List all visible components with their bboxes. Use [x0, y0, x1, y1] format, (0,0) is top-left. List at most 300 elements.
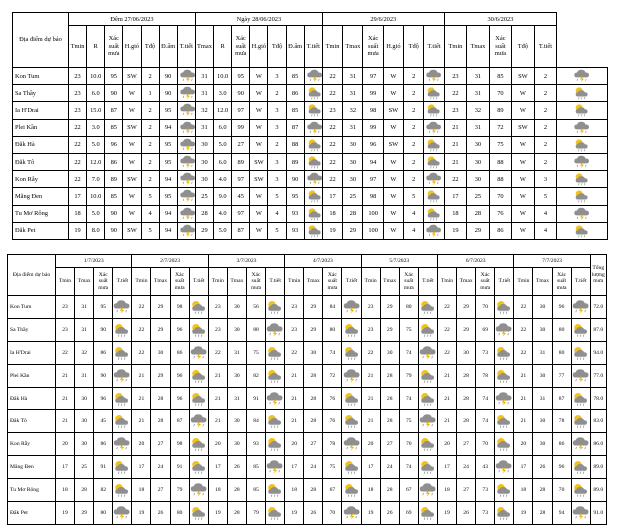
data-cell: 29	[304, 318, 323, 341]
thunderstorm-icon	[266, 322, 284, 338]
data-cell: 2	[534, 136, 557, 153]
data-cell: 18	[444, 205, 467, 222]
data-cell: 32	[195, 102, 213, 119]
data-cell: 23	[69, 102, 87, 119]
data-cell: 85	[246, 456, 265, 479]
sun-cloud-rain-icon	[419, 368, 437, 384]
weather-cell	[189, 341, 208, 364]
data-cell: 27	[232, 136, 250, 153]
sun-cloud-rain-icon	[190, 299, 208, 315]
weather-cell	[113, 479, 132, 502]
location-name: Sa Thầy	[8, 318, 56, 341]
data-cell: 19	[208, 502, 227, 525]
data-cell: SW	[383, 136, 403, 153]
data-cell: 28	[380, 479, 399, 502]
weather-cell	[304, 68, 322, 85]
location-name: Măng Đen	[13, 188, 69, 205]
table-row	[13, 85, 608, 102]
thunderstorm-icon	[178, 86, 196, 100]
location-header: Địa điểm dự báo	[8, 255, 56, 296]
thunderstorm-icon	[572, 121, 592, 135]
weather-cell	[189, 502, 208, 525]
column-header: Xác suất mưa	[323, 268, 342, 296]
data-cell: 75	[489, 136, 512, 153]
thunderstorm-icon	[113, 299, 131, 315]
data-cell: 69	[399, 502, 418, 525]
thunderstorm-icon	[419, 482, 437, 498]
data-cell: 91	[170, 456, 189, 479]
table-row	[13, 153, 608, 170]
thunderstorm-icon	[572, 69, 592, 83]
total-rain-cell: 77.0	[590, 364, 606, 387]
data-cell: 100	[363, 205, 383, 222]
data-cell: 22	[322, 119, 342, 136]
weather-cell	[342, 456, 361, 479]
data-cell: 22	[437, 296, 456, 319]
thunderstorm-icon	[572, 155, 592, 169]
group-header: Ngày 28/06/2023	[195, 13, 322, 26]
sun-cloud-rain-icon	[305, 103, 323, 117]
data-cell: 70	[476, 296, 495, 319]
column-header: Tmin	[444, 26, 467, 68]
data-cell: 30	[151, 341, 170, 364]
data-cell: 96	[552, 456, 571, 479]
data-cell: 2	[141, 68, 159, 85]
thunderstorm-icon	[178, 207, 196, 221]
data-cell: 6.0	[214, 153, 232, 170]
sun-cloud-rain-icon	[190, 322, 208, 338]
thunderstorm-icon	[343, 505, 361, 521]
thunderstorm-icon	[495, 322, 513, 338]
weather-cell	[424, 85, 444, 102]
data-cell: 22	[285, 341, 304, 364]
data-cell: 2	[404, 102, 424, 119]
location-name: Tu Mơ Rông	[8, 479, 56, 502]
data-cell: 76	[489, 205, 512, 222]
data-cell: W	[250, 188, 268, 205]
sun-cloud-rain-icon	[419, 299, 437, 315]
weather-cell	[189, 410, 208, 433]
data-cell: 21	[514, 410, 533, 433]
data-cell: 23	[285, 296, 304, 319]
data-cell: 91	[246, 387, 265, 410]
weather-cell	[113, 456, 132, 479]
data-cell: 2	[534, 68, 557, 85]
sun-cloud-rain-icon	[113, 482, 131, 498]
data-cell: 28	[304, 410, 323, 433]
data-cell: 30	[533, 318, 552, 341]
data-cell: W	[383, 153, 403, 170]
data-cell: 90	[105, 222, 123, 239]
data-cell: 85	[489, 68, 512, 85]
data-cell: 80	[323, 318, 342, 341]
weather-cell	[113, 318, 132, 341]
weather-cell	[424, 153, 444, 170]
data-cell: 10.0	[87, 188, 105, 205]
thunderstorm-icon	[266, 459, 284, 475]
data-cell: 97	[363, 171, 383, 188]
weather-cell	[342, 364, 361, 387]
data-cell: 30	[195, 153, 213, 170]
group-header: 29/6/2023	[322, 13, 444, 26]
data-cell: 30	[343, 136, 363, 153]
location-name: Kon Tum	[13, 68, 69, 85]
data-cell: 74	[399, 456, 418, 479]
data-cell: 84	[246, 410, 265, 433]
sun-cloud-rain-icon	[419, 436, 437, 452]
data-cell: 87	[232, 222, 250, 239]
data-cell: 78	[476, 364, 495, 387]
data-cell: 21	[132, 387, 151, 410]
data-cell: 20	[132, 433, 151, 456]
data-cell: 23	[361, 296, 380, 319]
data-cell: 31	[533, 387, 552, 410]
data-cell: SW	[512, 119, 535, 136]
data-cell: 23	[69, 85, 87, 102]
data-cell: 22	[322, 153, 342, 170]
data-cell: SW	[383, 102, 403, 119]
data-cell: 29	[304, 296, 323, 319]
weather-cell	[266, 502, 285, 525]
data-cell: 87	[105, 102, 123, 119]
data-cell: 28	[380, 364, 399, 387]
data-cell: 21	[208, 410, 227, 433]
data-cell: 6.0	[214, 119, 232, 136]
thunderstorm-icon	[113, 368, 131, 384]
data-cell: 96	[170, 387, 189, 410]
data-cell: 3	[268, 68, 286, 85]
data-cell: W	[512, 222, 535, 239]
data-cell: 79	[170, 479, 189, 502]
data-cell: 94	[159, 205, 177, 222]
data-cell: 70	[476, 433, 495, 456]
data-cell: 85	[105, 188, 123, 205]
table-row	[13, 205, 608, 222]
weather-cell	[177, 205, 195, 222]
weather-cell	[189, 479, 208, 502]
thunderstorm-icon	[495, 459, 513, 475]
data-cell: 18	[132, 479, 151, 502]
sun-cloud-rain-icon	[419, 459, 437, 475]
data-cell: 2	[141, 171, 159, 188]
data-cell: 28	[304, 364, 323, 387]
data-cell: 84	[323, 296, 342, 319]
data-cell: 24	[151, 456, 170, 479]
data-cell: 18	[322, 205, 342, 222]
data-cell: 30	[75, 410, 94, 433]
data-cell: 28	[227, 479, 246, 502]
weather-cell	[177, 222, 195, 239]
data-cell: 93	[286, 222, 304, 239]
data-cell: 96	[363, 136, 383, 153]
thunderstorm-icon	[305, 172, 323, 186]
data-cell: 21	[437, 364, 456, 387]
data-cell: 28	[151, 410, 170, 433]
data-cell: W	[250, 102, 268, 119]
weather-cell	[418, 387, 437, 410]
sun-cloud-rain-icon	[266, 368, 284, 384]
data-cell: 17	[444, 188, 467, 205]
data-cell: 21	[56, 364, 75, 387]
data-cell: 2	[534, 119, 557, 136]
data-cell: 28	[457, 387, 476, 410]
data-cell: W	[250, 119, 268, 136]
data-cell: 29	[151, 296, 170, 319]
sun-cloud-rain-icon	[495, 299, 513, 315]
group-header: Đêm 27/06/2023	[69, 13, 196, 26]
data-cell: 79	[246, 502, 265, 525]
weather-cell	[266, 479, 285, 502]
data-cell: 21	[361, 410, 380, 433]
table-row	[8, 318, 607, 341]
location-name: Đăk Tô	[8, 410, 56, 433]
data-cell: 30	[227, 364, 246, 387]
data-cell: 88	[246, 318, 265, 341]
table-row	[13, 119, 608, 136]
weather-cell	[424, 205, 444, 222]
table-row	[13, 68, 608, 85]
sun-cloud-rain-icon	[343, 459, 361, 475]
data-cell: 98	[170, 433, 189, 456]
weather-cell	[177, 171, 195, 188]
data-cell: W	[383, 222, 403, 239]
data-cell: 31	[467, 85, 490, 102]
data-cell: W	[383, 68, 403, 85]
sun-cloud-rain-icon	[572, 391, 590, 407]
column-header: T.tiết	[424, 26, 444, 68]
data-cell: 94	[159, 119, 177, 136]
data-cell: 4.0	[214, 171, 232, 188]
sun-cloud-rain-icon	[424, 138, 444, 152]
data-cell: 31	[195, 85, 213, 102]
group-header: 30/6/2023	[444, 13, 557, 26]
data-cell: W	[512, 205, 535, 222]
weather-cell	[424, 171, 444, 188]
table-row	[8, 456, 607, 479]
data-cell: 87	[286, 119, 304, 136]
thunderstorm-icon	[178, 103, 196, 117]
thunderstorm-icon	[190, 345, 208, 361]
data-cell: 31	[227, 387, 246, 410]
data-cell: 29	[195, 222, 213, 239]
data-cell: 2	[404, 85, 424, 102]
data-cell: 22	[514, 296, 533, 319]
data-cell: 31	[343, 119, 363, 136]
data-cell: 17	[208, 456, 227, 479]
data-cell: 30	[227, 433, 246, 456]
weather-cell	[266, 364, 285, 387]
data-cell: 80	[94, 502, 113, 525]
data-cell: 2	[141, 136, 159, 153]
data-cell: 32	[467, 102, 490, 119]
column-header: H.gió	[250, 26, 268, 68]
weather-cell	[266, 387, 285, 410]
weather-cell	[177, 85, 195, 102]
sun-cloud-rain-icon	[190, 505, 208, 521]
data-cell: W	[383, 119, 403, 136]
weather-cell	[571, 318, 590, 341]
sun-cloud-rain-icon	[572, 103, 592, 117]
column-header: H.gió	[123, 26, 141, 68]
weather-cell	[495, 364, 514, 387]
data-cell: 32	[75, 341, 94, 364]
data-cell: 82	[246, 364, 265, 387]
data-cell: 22	[322, 68, 342, 85]
data-cell: 3	[268, 153, 286, 170]
data-cell: 31	[195, 68, 213, 85]
data-cell: W	[123, 205, 141, 222]
data-cell: 5.0	[214, 222, 232, 239]
thunderstorm-icon	[178, 155, 196, 169]
weather-cell	[189, 456, 208, 479]
weather-cell	[189, 387, 208, 410]
day-header: 2/7/2023	[132, 255, 208, 268]
sun-cloud-rain-icon	[190, 459, 208, 475]
data-cell: 2	[404, 171, 424, 188]
data-cell: 2	[534, 153, 557, 170]
data-cell: 28	[75, 479, 94, 502]
data-cell: 24	[304, 456, 323, 479]
day-header: 3/7/2023	[208, 255, 284, 268]
data-cell: 9.0	[214, 188, 232, 205]
data-cell: 25	[343, 188, 363, 205]
data-cell: 20	[285, 433, 304, 456]
data-cell: 98	[363, 188, 383, 205]
weather-cell	[418, 502, 437, 525]
location-name: Kon Rẫy	[8, 433, 56, 456]
data-cell: 22	[69, 136, 87, 153]
forecast-table-weekly	[7, 254, 607, 525]
sun-cloud-rain-icon	[190, 436, 208, 452]
day-header: 1/7/2023	[56, 255, 132, 268]
data-cell: 17	[132, 456, 151, 479]
data-cell: 22	[69, 153, 87, 170]
data-cell: 88	[286, 136, 304, 153]
data-cell: 30	[195, 171, 213, 188]
data-cell: W	[383, 171, 403, 188]
weather-cell	[424, 119, 444, 136]
table-row	[8, 387, 607, 410]
data-cell: 94	[363, 153, 383, 170]
weather-cell	[418, 433, 437, 456]
sun-cloud-rain-icon	[266, 299, 284, 315]
weather-cell	[113, 296, 132, 319]
forecast-table-short-range	[12, 12, 608, 240]
data-cell: 17	[361, 456, 380, 479]
data-cell: 22	[322, 171, 342, 188]
data-cell: 28	[457, 364, 476, 387]
weather-cell	[571, 341, 590, 364]
weather-cell	[495, 341, 514, 364]
sun-cloud-rain-icon	[343, 482, 361, 498]
data-cell: 23	[285, 318, 304, 341]
data-cell: 90	[159, 68, 177, 85]
weather-cell	[571, 410, 590, 433]
weather-cell	[177, 119, 195, 136]
thunderstorm-icon	[305, 121, 323, 135]
data-cell: 10.0	[87, 68, 105, 85]
data-cell: 26	[151, 502, 170, 525]
data-cell: 4	[404, 205, 424, 222]
column-header: Tmin	[322, 26, 342, 68]
total-rain-cell: 89.0	[590, 456, 606, 479]
data-cell: 23	[56, 296, 75, 319]
sun-cloud-rain-icon	[419, 391, 437, 407]
data-cell: 2	[404, 136, 424, 153]
data-cell: 27	[457, 433, 476, 456]
weather-cell	[495, 479, 514, 502]
data-cell: 73	[476, 341, 495, 364]
data-cell: 77	[552, 364, 571, 387]
data-cell: 28	[304, 387, 323, 410]
column-header: Xác suất mưa	[246, 268, 265, 296]
data-cell: 22	[132, 341, 151, 364]
data-cell: W	[512, 102, 535, 119]
data-cell: 28	[457, 410, 476, 433]
column-header: T.tiết	[113, 268, 132, 296]
day-header: 7/7/2023	[514, 255, 590, 268]
sun-cloud-rain-icon	[113, 322, 131, 338]
table-row	[8, 410, 607, 433]
data-cell: SW	[250, 153, 268, 170]
data-cell: 20	[56, 433, 75, 456]
data-cell: 28	[533, 479, 552, 502]
column-header: T.tiết	[304, 26, 322, 68]
data-cell: 28	[380, 410, 399, 433]
weather-cell	[177, 153, 195, 170]
sun-cloud-rain-icon	[572, 189, 592, 203]
thunderstorm-icon	[266, 391, 284, 407]
data-cell: 22	[514, 341, 533, 364]
column-header: Tmax	[457, 268, 476, 296]
sun-cloud-rain-icon	[266, 345, 284, 361]
data-cell: 27	[380, 433, 399, 456]
weather-cell	[342, 433, 361, 456]
data-cell: 91	[94, 456, 113, 479]
weather-cell	[304, 222, 322, 239]
data-cell: 8.0	[87, 222, 105, 239]
sun-cloud-rain-icon	[572, 322, 590, 338]
data-cell: 26	[533, 456, 552, 479]
data-cell: 2	[404, 68, 424, 85]
data-cell: 3	[268, 119, 286, 136]
data-cell: 80	[399, 296, 418, 319]
data-cell: 30	[75, 433, 94, 456]
weather-cell	[304, 136, 322, 153]
data-cell: 27	[457, 479, 476, 502]
data-cell: 29	[457, 296, 476, 319]
sun-cloud-rain-icon	[113, 345, 131, 361]
data-cell: W	[250, 136, 268, 153]
weather-cell	[113, 387, 132, 410]
sun-cloud-rain-icon	[495, 505, 513, 521]
data-cell: 86	[552, 433, 571, 456]
sun-cloud-rain-icon	[305, 155, 323, 169]
weather-cell	[557, 171, 608, 188]
data-cell: 95	[232, 68, 250, 85]
sun-cloud-rain-icon	[305, 224, 323, 238]
data-cell: 86	[94, 433, 113, 456]
thunderstorm-icon	[572, 368, 590, 384]
weather-cell	[266, 341, 285, 364]
data-cell: 94	[159, 222, 177, 239]
data-cell: 80	[552, 341, 571, 364]
data-cell: W	[512, 85, 535, 102]
column-header: R	[214, 26, 232, 68]
data-cell: 31	[227, 341, 246, 364]
data-cell: 22	[322, 136, 342, 153]
location-name: Đăk Hà	[13, 136, 69, 153]
